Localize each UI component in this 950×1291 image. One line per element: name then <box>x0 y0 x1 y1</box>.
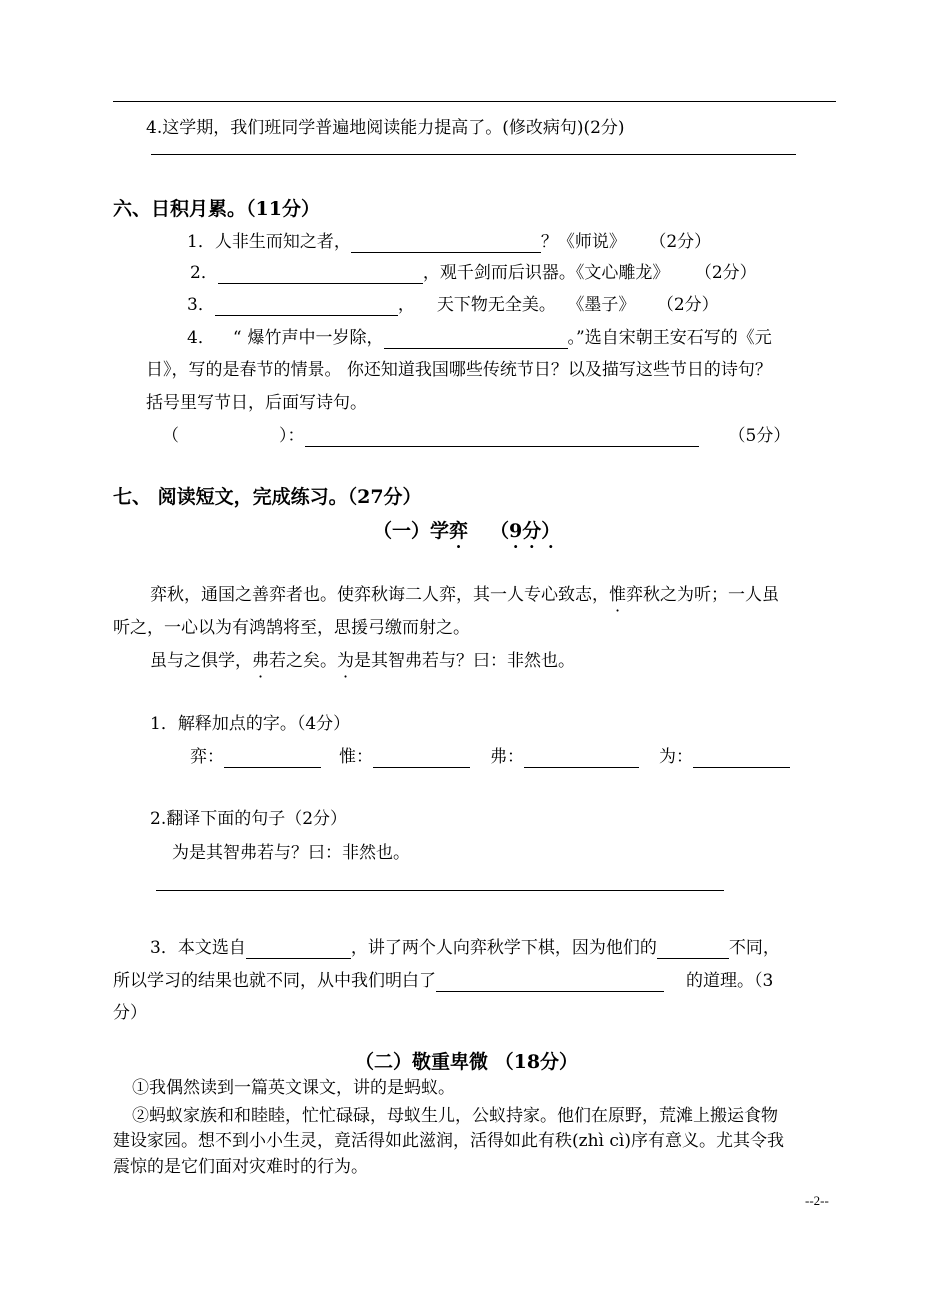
subsection-1-title: （一）学弈 （9 ·分） · <box>373 518 560 544</box>
s6-item-2: 2． ，观千剑而后识器。《文心雕龙》 （2分） <box>190 263 757 283</box>
s6-item-3: 3． ， 天下物无全美。 《墨子》 （2分） <box>187 295 719 315</box>
passage-line-2: 听之，一心以为有鸿鹄将至，思援弓缴而射之。 <box>113 618 470 638</box>
question-3-line-3: 分） <box>113 1003 147 1023</box>
blank-wei2[interactable] <box>693 749 790 768</box>
reading-para-2-line-3: 震惊的是它们面对灾难时的行为。 <box>113 1157 368 1177</box>
blank-lesson[interactable] <box>436 973 664 992</box>
blank-4[interactable] <box>384 330 568 349</box>
question-1: 1．解释加点的字。（4分） <box>150 714 351 734</box>
question-3-line-2: 所以学习的结果也就不同，从中我们明白了 的道理。（3 <box>113 971 774 991</box>
reading-para-2: ②蚂蚁家族和和睦睦，忙忙碌碌，母蚁生儿，公蚁持家。他们在原野，荒滩上搬运食物 <box>132 1106 778 1126</box>
answer-line-q4[interactable] <box>151 154 796 155</box>
reading-para-2-line-2: 建设家园。想不到小小生灵，竟活得如此滋润，活得如此有秩(zhì cì)序有意义。尤其令我 <box>113 1131 784 1151</box>
blank-3[interactable] <box>215 297 398 316</box>
top-rule <box>113 101 836 102</box>
question-1-blanks: 弈： 惟： 弗： 为： <box>190 746 790 768</box>
s6-item-4-line3: 括号里写节日，后面写诗句。 <box>146 393 367 413</box>
question-2: 2.翻译下面的句子（2分） <box>150 809 348 829</box>
s6-item-1: 1．人非生而知之者， ？《师说》 （2分） <box>187 232 712 252</box>
blank-wei[interactable] <box>373 749 470 768</box>
blank-2[interactable] <box>218 265 423 284</box>
passage-line-3: 虽与之俱学，弗若之矣。为是其智弗若与？曰：非然也。 <box>150 651 575 671</box>
blank-source[interactable] <box>246 940 351 959</box>
question-2-sentence: 为是其智弗若与？曰：非然也。 <box>172 843 410 863</box>
section-7-heading: 七、 阅读短文，完成练习。（27分） <box>113 486 422 508</box>
passage-line-1: 弈秋，通国之善弈者也。使弈秋诲二人弈，其一人专心致志，惟弈秋之为听；一人虽 <box>150 585 779 605</box>
question-3-line-1: 3．本文选自 ，讲了两个人向弈秋学下棋，因为他们的 不同， <box>150 938 780 958</box>
subsection-2-title: （二）敬重卑微 （18分） <box>355 1051 579 1073</box>
answer-line-q2[interactable] <box>156 890 724 891</box>
blank-1[interactable] <box>351 234 541 253</box>
reading-para-1: ①我偶然读到一篇英文课文，讲的是蚂蚁。 <box>132 1078 455 1098</box>
question-4: 4.这学期，我们班同学普遍地阅读能力提高了。(修改病句)(2分) <box>146 118 625 138</box>
page-number: --2-- <box>805 1193 829 1208</box>
blank-yi[interactable] <box>224 749 321 768</box>
section-6-heading: 六、日积月累。（11分） <box>113 198 320 220</box>
s6-item-4-answer: （ ）： （5分） <box>162 426 791 446</box>
blank-fu[interactable] <box>524 749 639 768</box>
poem-blank[interactable] <box>305 428 699 447</box>
blank-difference[interactable] <box>657 940 729 959</box>
s6-item-4-line2: 日》，写的是春节的情景。 你还知道我国哪些传统节日？以及描写这些节日的诗句？ <box>146 360 772 380</box>
s6-item-4: 4． “ 爆竹声中一岁除， 。”选自宋朝王安石写的《元 <box>187 328 772 348</box>
